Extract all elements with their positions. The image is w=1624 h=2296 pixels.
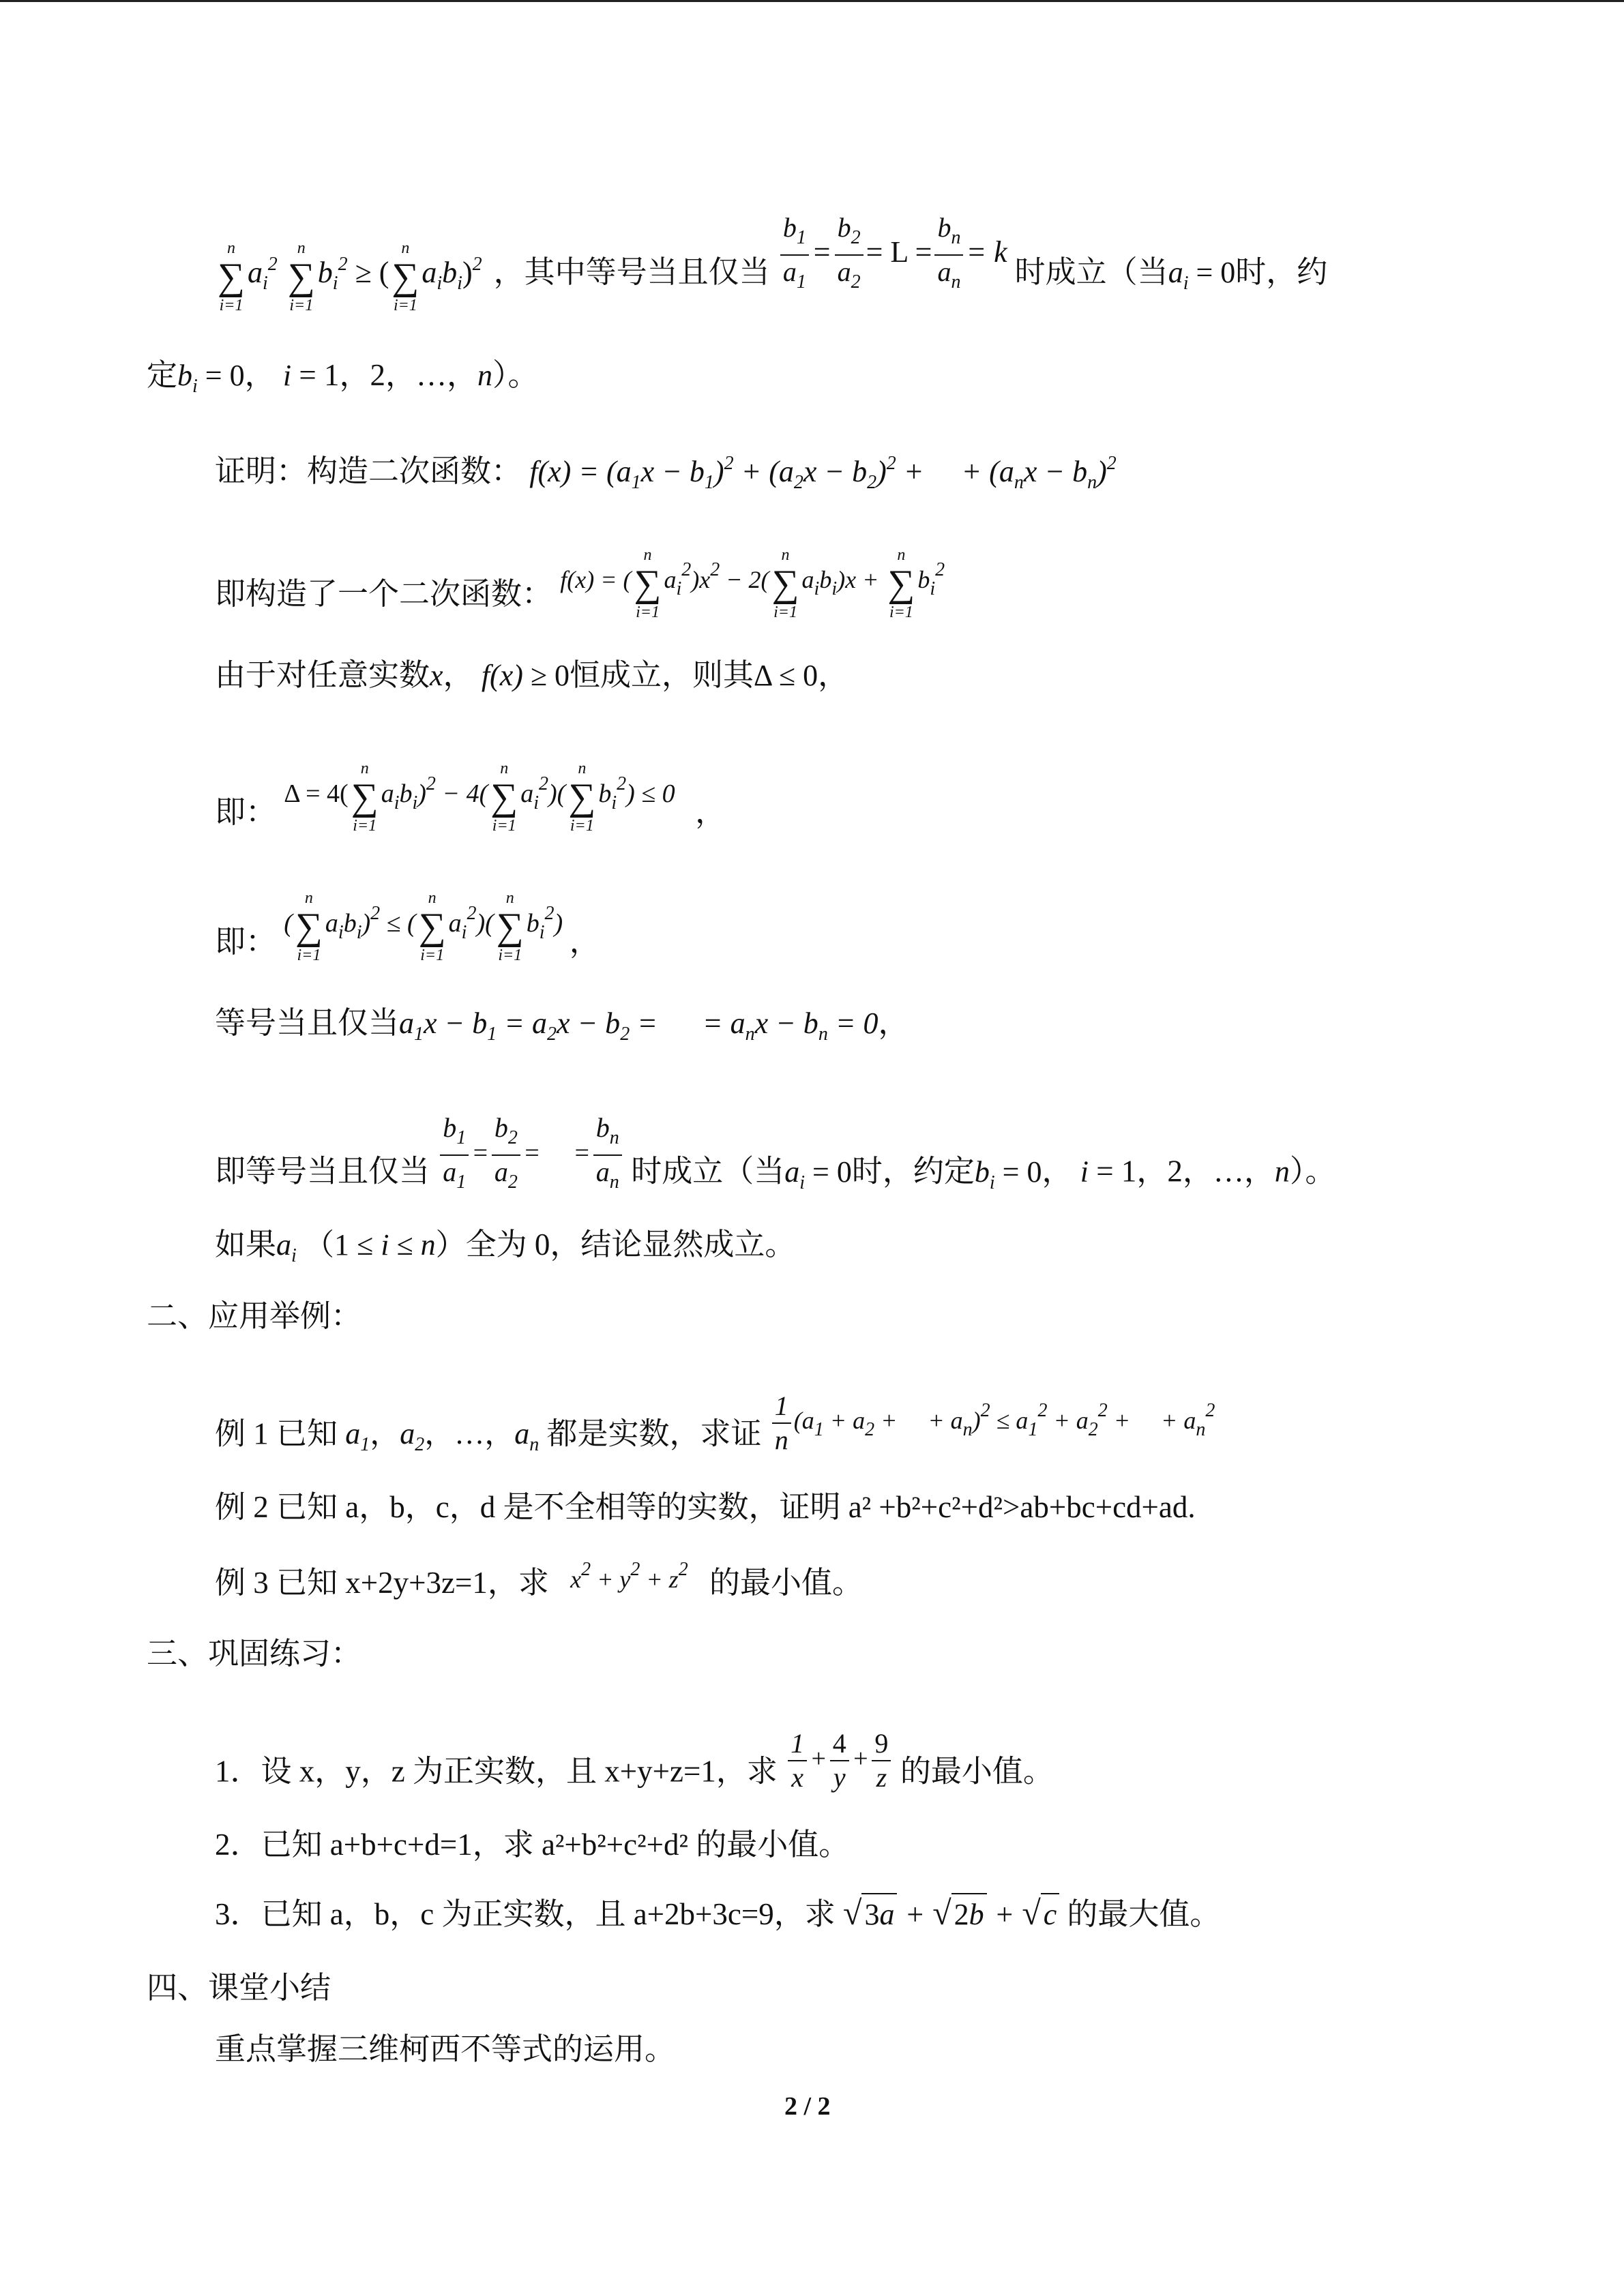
proof-step-5: 即： $^{( n \sum i=1 a_ib_i)^2 \le ( n \sum i=1 a_i^2)( n \sum i=1 b_i^2)}$ ， (215, 889, 600, 965)
discriminant-formula: Δ = 4( n ∑ i=1 aibi)2 − 4( n ∑ i=1 ai2)( n ∑ i=1 bi2) ≤ 0 (284, 760, 682, 835)
proof-step-6: 等号当且仅当$a_1x - b_1 = a_2x - b_2$ = = $a_nx - b_n = 0$， (215, 1006, 909, 1045)
summary-text: 重点掌握三维柯西不等式的运用。 (215, 2032, 676, 2066)
exercise-1-formula: 1 x + 4 y + 9 z (785, 1744, 900, 1773)
proof-step-3: 由于对任意实数x， f(x) ≥ 0恒成立，则其Δ ≤ 0， (215, 658, 849, 692)
exercise-1: 1．设 x，y，z 为正实数，且 x+y+z=1，求 $^{\frac{1}{x} + \frac{4}{y} + \frac{9}{z}}$ 的最小值。 (215, 1728, 1054, 1793)
cauchy-inequality-formula: n ∑ i=1 $a_i^2$ n ∑ i=1 $b_i^2$ ≥ ( n ∑ i=1 $a_ib_i)^2$ (218, 239, 482, 314)
quadratic-function-formula: $f(x) = (a_1x - b_1)^2 + (a_2x - b_2)^2$ + + $(a_nx - b_n)^2$ (529, 453, 1117, 493)
exercise-3-formula: √3a + √2b + √c (843, 1898, 1067, 1931)
example-1: 例 1 已知 $a_1$，$a_2$，…，$a_n$ 都是实数，求证 $^{\frac{1}{n} (a_1 + a_2 + + a_n)^2 \le a_1^2 + a_2^2 + + a_n^2}$ (215, 1390, 1215, 1456)
theorem-line-2: 定$b_i = 0$， i = 1，2，…，n）。 (147, 358, 539, 397)
example-3-formula: $x^2 + y^2 + z^2$ (570, 1559, 688, 1593)
section-heading-applications: 二、应用举例： (147, 1299, 362, 1333)
section-heading-summary: 四、课堂小结 (147, 1971, 331, 2005)
section-heading-practice: 三、巩固练习： (147, 1637, 362, 1671)
theorem-condition-tail: 时成立（当 (1014, 255, 1168, 290)
proof-step-4: 即： $^{\Delta = 4( n \sum i=1 a_ib_i)^2 - 4( n \sum i=1 a_i^2)( n \sum i=1 b_i^2) \le 0}$ ， (215, 760, 726, 835)
theorem-line-1: n ∑ i=1 $a_i^2$ n ∑ i=1 $b_i^2$ ≥ ( n ∑ i=1 $a_ib_i)^2$ ，其中等号当且仅当 $\frac{b_1}{a_1}$ = $\frac{b_2}{a_2}$ = L = $\frac{b_n}{a_n}$ = k 时成立（当$a_i = 0$时，约 (215, 232, 1327, 319)
example-1-formula: 1 n (a1 + a2 + + an)2 ≤ a12 + a22 + + an2 (769, 1407, 1215, 1434)
proof-step-8: 如果$a_i$ （1 ≤ i ≤ n）全为 0，结论显然成立。 (215, 1227, 796, 1266)
cauchy-result-formula: ( n ∑ i=1 aibi)2 ≤ ( n ∑ i=1 ai2)( n ∑ i=1 bi2) (284, 889, 570, 965)
ratio-equality-formula: $\frac{b_1}{a_1}$ = $\frac{b_2}{a_2}$ = L = $\frac{b_n}{a_n}$ = k (778, 235, 1015, 269)
ratio-condition-formula: b1 a1 = b2 a2 = = bn an (437, 1139, 631, 1167)
proof-step-1: 证明：构造二次函数： $f(x) = (a_1x - b_1)^2 + (a_2x - b_2)^2$ + + $(a_nx - b_n)^2$ (215, 453, 1117, 493)
example-2: 例 2 已知 a，b，c，d 是不全相等的实数，证明 a² +b²+c²+d²>ab+bc+cd+ad. (215, 1490, 1196, 1524)
exercise-2: 2．已知 a+b+c+d=1，求 a²+b²+c²+d² 的最小值。 (215, 1828, 850, 1862)
page-number: 2 / 2 (784, 2092, 831, 2121)
proof-step-2: 即构造了一个二次函数： $^{f(x) = ( n \sum i=1 a_i^2)x^2 - 2( n \sum i=1 a_ib_i)x + n \sum i=1 b_i^2}$ (215, 546, 945, 621)
example-3: 例 3 已知 x+2y+3z=1，求 $x^2 + y^2 + z^2$ 的最小值。 (215, 1559, 863, 1600)
equality-condition-formula: $a_1x - b_1 = a_2x - b_2$ = = $a_nx - b_n = 0$ (399, 1007, 879, 1045)
top-border-rule (0, 0, 1624, 2)
proof-step-7: 即等号当且仅当 $^{\frac{b_1}{a_1} = \frac{b_2}{a_2} = = \frac{b_n}{a_n}}$ 时成立（当$a_i = 0$时，约定$b_i = 0$， i = 1，2，…，n）。 (215, 1112, 1336, 1193)
theorem-condition-text: ，其中等号当且仅当 (493, 255, 770, 290)
exercise-3: 3．已知 a，b，c 为正实数，且 a+2b+3c=9，求 √3a + √2b + √c 的最大值。 (215, 1892, 1220, 1935)
expanded-quadratic-formula: f(x) = ( n ∑ i=1 ai2)x2 − 2( n ∑ i=1 aibi)x + n ∑ i=1 bi2 (560, 546, 945, 621)
theorem-condition-tail-2: 时，约 (1235, 255, 1328, 290)
